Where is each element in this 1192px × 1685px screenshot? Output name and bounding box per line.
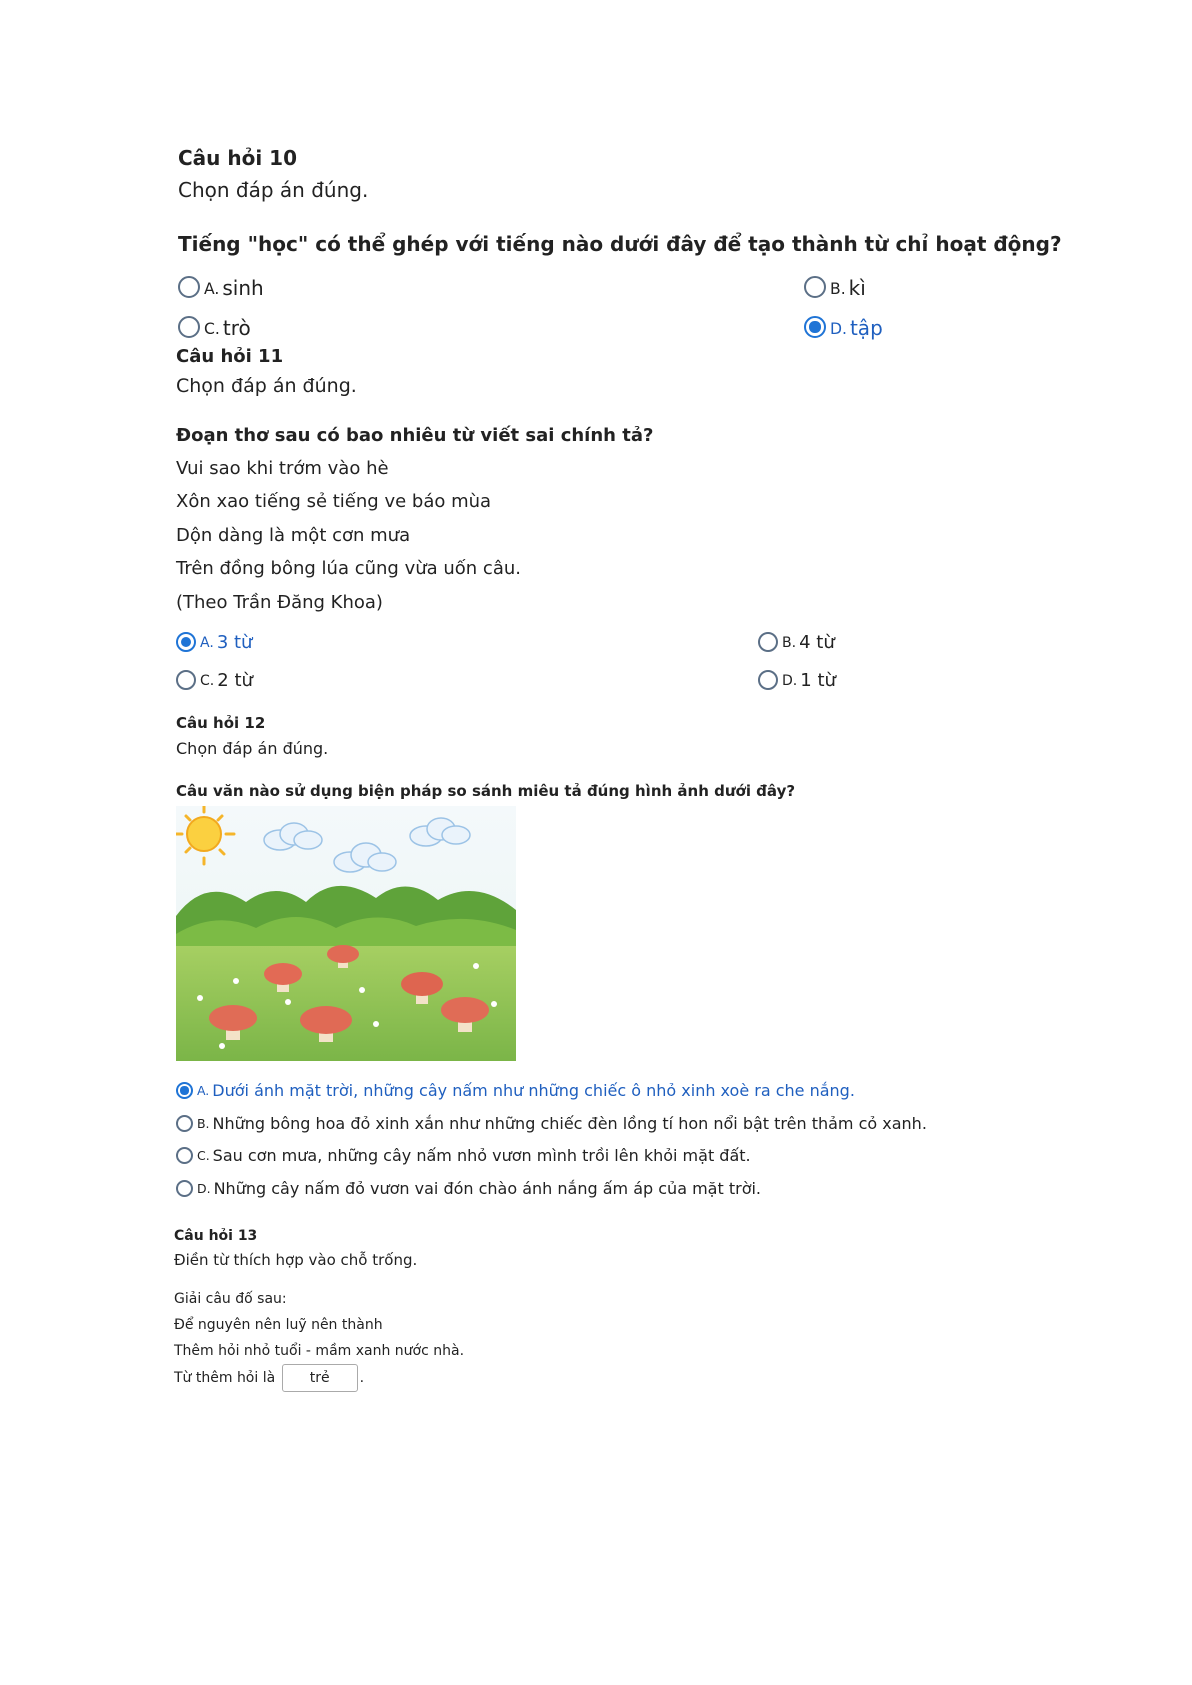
q11-prompt: Đoạn thơ sau có bao nhiêu từ viết sai chính tả?: [176, 425, 654, 446]
option-letter: D.: [197, 1181, 211, 1196]
radio-button-selected[interactable]: [804, 316, 826, 338]
radio-button[interactable]: [176, 1147, 193, 1164]
option-letter: B.: [782, 635, 797, 651]
option-text: tập: [849, 316, 883, 340]
option-text: sinh: [222, 276, 264, 300]
option-text: 1 từ: [800, 670, 836, 691]
poem-line: Trên đồng bông lúa cũng vừa uốn câu.: [176, 558, 521, 579]
poem-source: (Theo Trần Đăng Khoa): [176, 592, 383, 613]
poem-line: Dộn dàng là một cơn mưa: [176, 525, 411, 546]
option-letter: A.: [204, 280, 220, 298]
option-letter: B.: [197, 1116, 210, 1131]
radio-button-selected[interactable]: [176, 632, 196, 652]
option-text: 3 từ: [216, 632, 253, 653]
option-text: Những bông hoa đỏ xinh xắn như những chiếc đèn lồng tí hon nổi bật trên thảm cỏ xanh.: [212, 1114, 927, 1133]
option-letter: A.: [200, 635, 214, 651]
radio-button[interactable]: [178, 276, 200, 298]
option-text: Những cây nấm đỏ vươn vai đón chào ánh nắng ấm áp của mặt trời.: [213, 1179, 762, 1198]
q13-instruction: Điền từ thích hợp vào chỗ trống.: [174, 1251, 418, 1269]
q13-title: Câu hỏi 13: [174, 1228, 258, 1244]
answer-input[interactable]: trẻ: [282, 1364, 358, 1392]
option-text: Dưới ánh mặt trời, những cây nấm như những chiếc ô nhỏ xinh xoè ra che nắng.: [212, 1081, 855, 1100]
q11-title: Câu hỏi 11: [176, 346, 284, 367]
riddle-line: Giải câu đố sau:: [174, 1291, 287, 1307]
q12-title: Câu hỏi 12: [176, 714, 266, 732]
option-text: kì: [848, 276, 866, 300]
radio-button[interactable]: [176, 1115, 193, 1132]
answer-prefix: Từ thêm hỏi là: [174, 1370, 276, 1386]
answer-suffix: .: [359, 1370, 365, 1386]
q10-title: Câu hỏi 10: [178, 146, 298, 170]
q11-instruction: Chọn đáp án đúng.: [176, 375, 357, 397]
option-text: 2 từ: [217, 670, 253, 691]
radio-button[interactable]: [758, 670, 778, 690]
radio-button[interactable]: [176, 670, 196, 690]
q10-instruction: Chọn đáp án đúng.: [178, 178, 369, 202]
option-text: 4 từ: [799, 632, 835, 653]
radio-button[interactable]: [176, 1180, 193, 1197]
q10-prompt: Tiếng "học" có thể ghép với tiếng nào dưới đây để tạo thành từ chỉ hoạt động?: [178, 232, 1062, 256]
option-letter: B.: [830, 280, 846, 298]
option-letter: C.: [200, 673, 215, 689]
option-letter: D.: [782, 673, 798, 689]
riddle-line: Để nguyên nên luỹ nên thành: [174, 1317, 383, 1333]
poem-line: Xôn xao tiếng sẻ tiếng ve báo mùa: [176, 491, 492, 512]
radio-button-selected[interactable]: [176, 1082, 193, 1099]
option-text: trò: [222, 316, 251, 340]
option-letter: A.: [197, 1083, 210, 1098]
answer-row: [174, 1364, 364, 1392]
poem-line: Vui sao khi trớm vào hè: [176, 458, 389, 479]
q12-instruction: Chọn đáp án đúng.: [176, 739, 329, 758]
option-letter: C.: [197, 1148, 210, 1163]
option-letter: C.: [204, 320, 220, 338]
mushroom-meadow-illustration: [176, 806, 516, 1061]
option-text: Sau cơn mưa, những cây nấm nhỏ vươn mình trồi lên khỏi mặt đất.: [212, 1146, 751, 1165]
radio-button[interactable]: [804, 276, 826, 298]
radio-button[interactable]: [758, 632, 778, 652]
riddle-line: Thêm hỏi nhỏ tuổi - mầm xanh nước nhà.: [174, 1343, 465, 1359]
option-letter: D.: [830, 320, 847, 338]
q12-prompt: Câu văn nào sử dụng biện pháp so sánh miêu tả đúng hình ảnh dưới đây?: [176, 782, 796, 800]
radio-button[interactable]: [178, 316, 200, 338]
